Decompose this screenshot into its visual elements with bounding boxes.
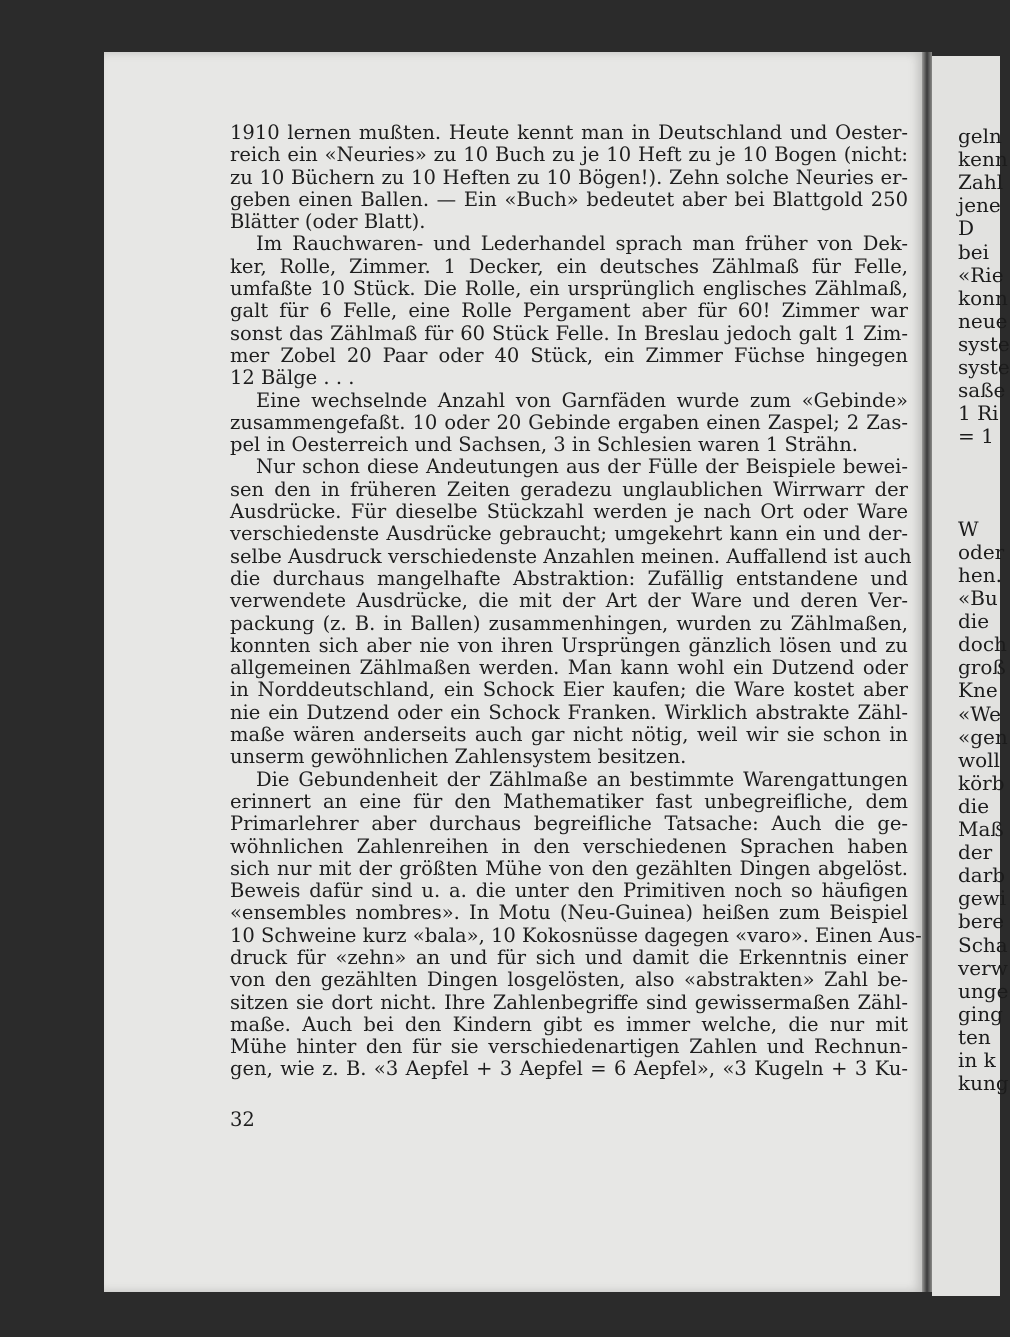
facing-page-line: doch: [958, 632, 1007, 657]
text-line: verschiedenste Ausdrücke gebraucht; umgekehrt kann ein und der-: [230, 522, 908, 546]
facing-page-line: der: [958, 840, 993, 865]
text-line: maße wären anderseits auch gar nicht nötig, weil wir sie schon in: [230, 723, 908, 747]
facing-page-line: syste: [958, 355, 1010, 379]
text-line: Im Rauchwaren- und Lederhandel sprach man früher von Dek-: [256, 232, 908, 256]
text-line: 10 Schweine kurz «bala», 10 Kokosnüsse dagegen «varo». Einen Aus-: [230, 923, 922, 947]
text-line: von den gezählten Dingen losgelösten, also «abstrakten» Zahl be-: [230, 968, 908, 992]
facing-page-line: saße: [958, 378, 1006, 403]
text-line: maße. Auch bei den Kindern gibt es immer welche, die nur mit: [230, 1012, 908, 1036]
facing-page-line: jene: [958, 193, 1001, 218]
facing-page-line: «Rie: [958, 262, 1004, 287]
text-line: wöhnlichen Zahlenreihen in den verschiedenen Sprachen haben: [230, 834, 908, 858]
text-line: gen, wie z. B. «3 Aepfel + 3 Aepfel = 6 Aepfel», «3 Kugeln + 3 Ku-: [230, 1057, 908, 1081]
text-line: in Norddeutschland, ein Schock Eier kaufen; die Ware kostet aber: [230, 678, 908, 702]
facing-page-edge: [932, 56, 1010, 1296]
text-line: sich nur mit der größten Mühe von den gezählten Dingen abgelöst.: [230, 856, 908, 880]
facing-page-line: unge: [958, 978, 1009, 1003]
text-line: Mühe hinter den für sie verschiedenartigen Zahlen und Rechnun-: [230, 1035, 908, 1059]
text-line: «ensembles nombres». In Motu (Neu-Guinea) heißen zum Beispiel: [230, 901, 908, 925]
text-line: verwendete Ausdrücke, die mit der Art der Ware und deren Ver-: [230, 589, 908, 613]
facing-page-line: bere: [958, 909, 1005, 934]
facing-page-line: W: [958, 516, 979, 541]
text-line: Die Gebundenheit der Zählmaße an bestimmte Warengattungen: [256, 767, 908, 791]
text-line: ker, Rolle, Zimmer. 1 Decker, ein deutsches Zählmaß für Felle,: [230, 254, 908, 278]
facing-page-line: ging: [958, 1001, 1003, 1026]
body-text: [230, 121, 922, 1081]
text-line: konnten sich aber nie von ihren Ursprüngen gänzlich lösen und zu: [230, 633, 908, 657]
text-line: 12 Bälge . . .: [230, 366, 355, 390]
facing-page-line: die: [958, 609, 990, 634]
text-line: umfaßte 10 Stück. Die Rolle, ein ursprünglich englisches Zählmaß,: [230, 277, 908, 301]
text-line: zusammengefaßt. 10 oder 20 Gebinde ergaben einen Zaspel; 2 Zas-: [230, 410, 908, 434]
text-line: allgemeinen Zählmaßen werden. Man kann wohl ein Dutzend oder: [230, 656, 908, 680]
text-line: Primarlehrer aber durchaus begreifliche Tatsache: Auch die ge-: [230, 812, 908, 836]
facing-page-line: gewi: [958, 886, 1007, 911]
facing-page-line: Kne: [958, 678, 998, 703]
facing-page-line: 1 Ri: [958, 401, 999, 426]
facing-page-line: konn: [958, 285, 1008, 310]
facing-page-line: «Bu: [958, 586, 998, 610]
facing-page-line: = 1: [958, 424, 994, 449]
text-line: 1910 lernen mußten. Heute kennt man in Deutschland und Oester-: [230, 121, 908, 144]
text-line: Beweis dafür sind u. a. die unter den Primitiven noch so häufigen: [230, 879, 908, 903]
text-line: sen den in früheren Zeiten geradezu unglaublichen Wirrwarr der: [230, 477, 908, 501]
facing-page-line: Maß: [958, 817, 1004, 841]
facing-page-line: «We: [958, 701, 1001, 726]
facing-page-line: bei: [958, 239, 990, 264]
facing-page-line: kenn: [958, 147, 1008, 172]
facing-page-line: kung: [958, 1071, 1009, 1096]
facing-page-line: D: [958, 216, 975, 241]
text-line: erinnert an eine für den Mathematiker fast unbegreifliche, dem: [230, 789, 908, 813]
facing-page-line: neue: [958, 308, 1008, 333]
facing-page-line: geln: [958, 124, 1002, 148]
facing-page-line: woll: [958, 747, 1000, 772]
text-line: druck für «zehn» an und für sich und damit die Erkenntnis einer: [230, 945, 908, 969]
text-line: mer Zobel 20 Paar oder 40 Stück, ein Zimmer Füchse hingegen: [230, 343, 908, 367]
text-line: nie ein Dutzend oder ein Schock Franken. Wirklich abstrakte Zähl-: [230, 700, 908, 724]
facing-page-line: darb: [958, 863, 1006, 888]
page-number: 32: [230, 1108, 255, 1131]
facing-page-line: syste: [958, 331, 1010, 356]
text-line: reich ein «Neuries» zu 10 Buch zu je 10 Heft zu je 10 Bogen (nicht:: [230, 143, 908, 167]
text-line: geben einen Ballen. — Ein «Buch» bedeutet aber bei Blattgold 250: [230, 187, 908, 211]
book-gutter: [922, 52, 932, 1292]
text-line: selbe Ausdruck verschiedenste Anzahlen meinen. Auffallend ist auch: [230, 544, 912, 568]
text-line: unserm gewöhnlichen Zahlensystem besitzen.: [230, 745, 687, 769]
facing-page-line: die: [958, 793, 990, 818]
facing-page-line: groß: [958, 655, 1006, 680]
facing-page-line: oder: [958, 539, 1005, 564]
facing-page-line: Scha: [958, 932, 1008, 957]
text-line: pel in Oesterreich und Sachsen, 3 in Schlesien waren 1 Strähn.: [230, 433, 858, 457]
text-line: sonst das Zählmaß für 60 Stück Felle. In Breslau jedoch galt 1 Zim-: [230, 321, 908, 345]
facing-page-line: «gen: [958, 724, 1008, 749]
facing-page-line: körb: [958, 770, 1005, 795]
facing-page-line: Zahl: [958, 170, 1004, 195]
facing-page-line: in k: [958, 1048, 996, 1072]
text-line: Ausdrücke. Für dieselbe Stückzahl werden je nach Ort oder Ware: [230, 500, 908, 524]
facing-page-line: ten: [958, 1024, 991, 1049]
text-line: Eine wechselnde Anzahl von Garnfäden wurde zum «Gebinde»: [256, 388, 908, 412]
text-line: Blätter (oder Blatt).: [230, 210, 426, 234]
text-line: Nur schon diese Andeutungen aus der Fülle der Beispiele bewei-: [256, 455, 908, 479]
facing-page-line: hen.: [958, 562, 1002, 587]
text-line: packung (z. B. in Ballen) zusammenhingen, wurden zu Zählmaßen,: [230, 611, 908, 635]
text-line: zu 10 Büchern zu 10 Heften zu 10 Bögen!). Zehn solche Neuries er-: [230, 165, 908, 189]
text-line: die durchaus mangelhafte Abstraktion: Zufällig entstandene und: [230, 566, 908, 590]
text-line: galt für 6 Felle, eine Rolle Pergament aber für 60! Zimmer war: [230, 299, 908, 323]
facing-page-line: verw: [958, 955, 1008, 980]
text-line: sitzen sie dort nicht. Ihre Zahlenbegriffe sind gewissermaßen Zähl-: [230, 990, 908, 1014]
